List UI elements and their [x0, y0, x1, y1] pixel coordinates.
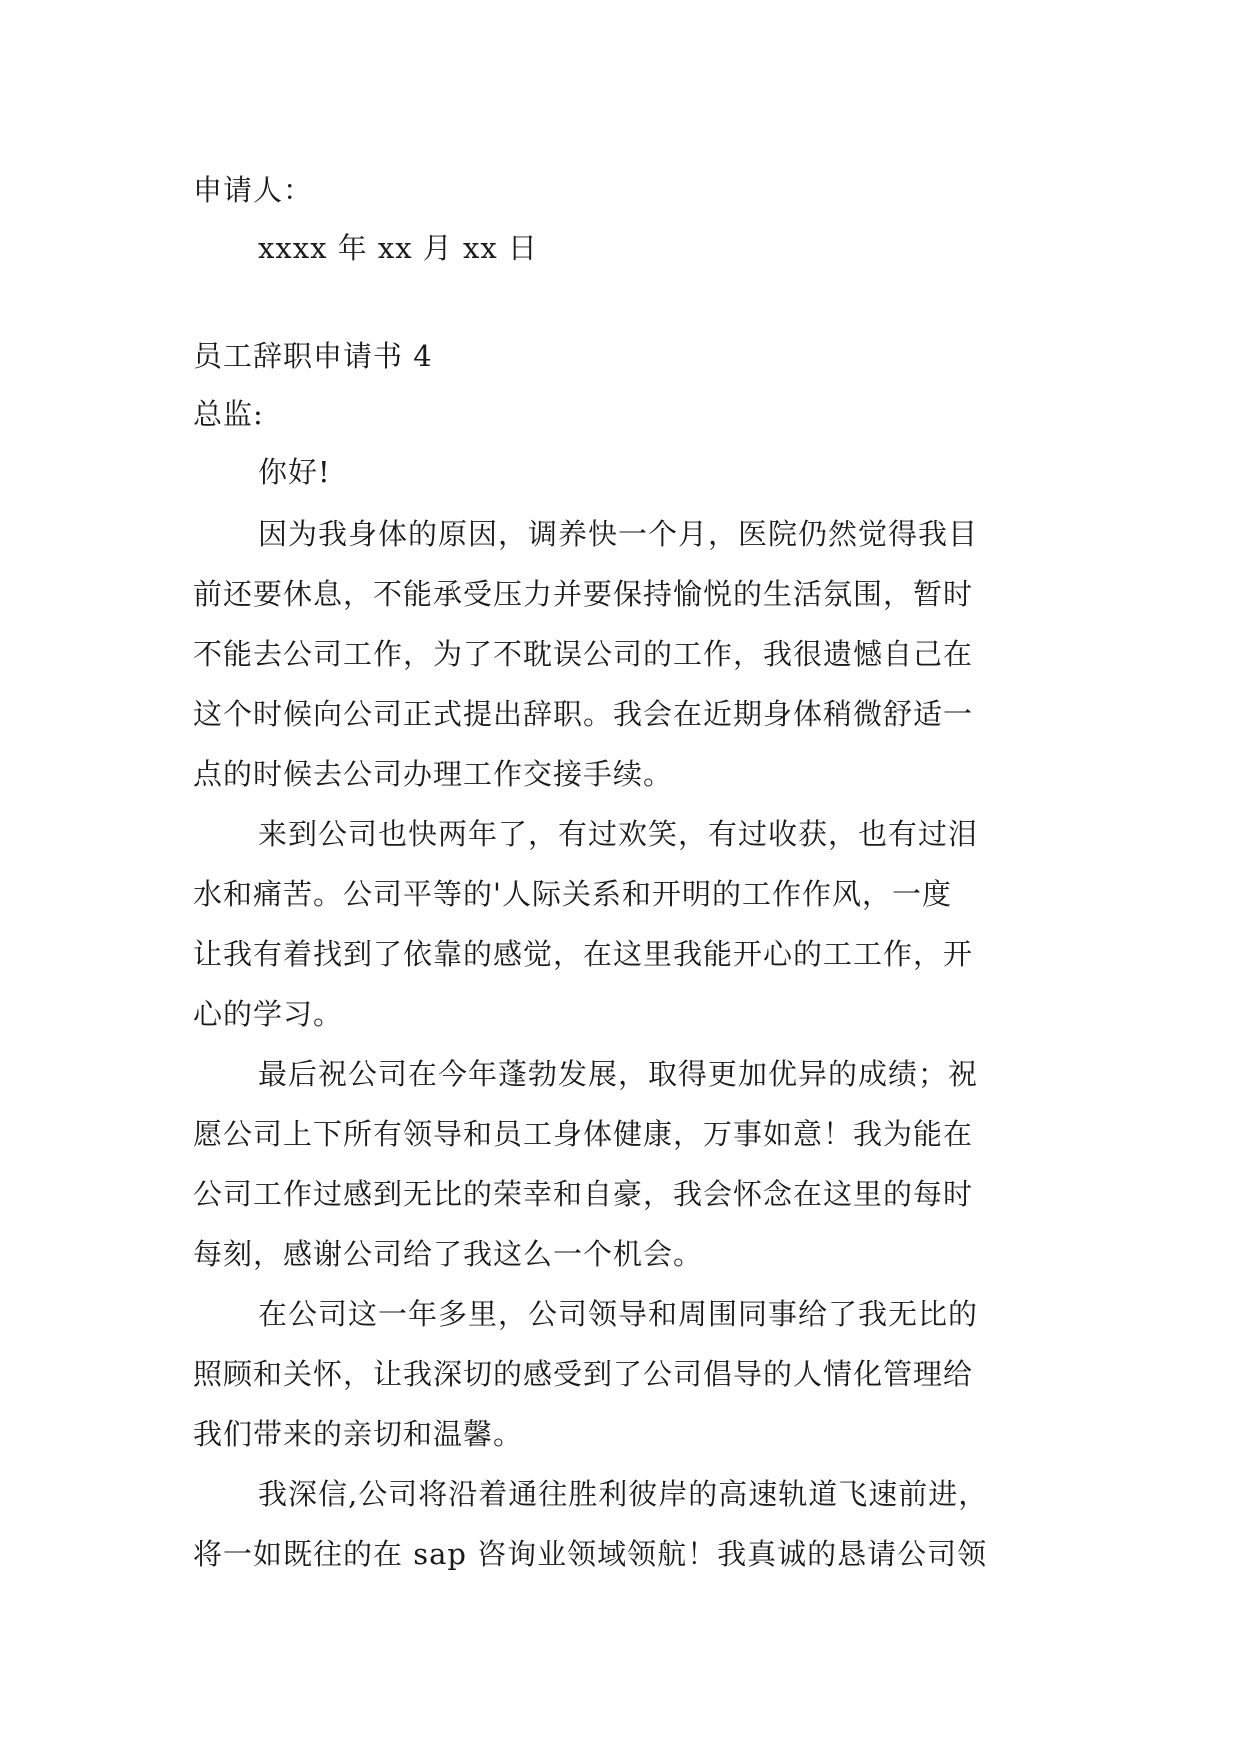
- body-line: 前还要休息，不能承受压力并要保持愉悦的生活氛围，暂时: [193, 577, 974, 611]
- body-line: 我们带来的亲切和温馨。: [193, 1417, 524, 1451]
- body-line: 照顾和关怀，让我深切的感受到了公司倡导的人情化管理给: [193, 1357, 974, 1391]
- document-title: 员工辞职申请书 4: [193, 339, 433, 373]
- body-line: 不能去公司工作，为了不耽误公司的工作，我很遗憾自己在: [193, 637, 974, 671]
- date-line: xxxx 年 xx 月 xx 日: [258, 231, 538, 265]
- body-line: 将一如既往的在 sap 咨询业领域领航！我真诚的恳请公司领: [193, 1537, 988, 1571]
- body-line: 每刻，感谢公司给了我这么一个机会。: [193, 1237, 704, 1271]
- body-line: 最后祝公司在今年蓬勃发展，取得更加优异的成绩；祝: [258, 1057, 979, 1091]
- body-line: 公司工作过感到无比的荣幸和自豪，我会怀念在这里的每时: [193, 1177, 974, 1211]
- body-line: 心的学习。: [193, 997, 344, 1031]
- body-line: 我深信,公司将沿着通往胜利彼岸的高速轨道飞速前进，: [258, 1477, 989, 1511]
- body-line: 这个时候向公司正式提出辞职。我会在近期身体稍微舒适一: [193, 697, 974, 731]
- salutation: 总监:: [193, 397, 264, 431]
- body-line: 在公司这一年多里，公司领导和周围同事给了我无比的: [258, 1297, 979, 1331]
- body-line: 来到公司也快两年了，有过欢笑，有过收获，也有过泪: [258, 817, 979, 851]
- body-line: 水和痛苦。公司平等的'人际关系和开明的工作作风，一度: [193, 877, 952, 911]
- greeting: 你好!: [258, 455, 331, 489]
- body-line: 因为我身体的原因，调养快一个月，医院仍然觉得我目: [258, 517, 979, 551]
- applicant-label: 申请人：: [193, 173, 314, 207]
- body-line: 愿公司上下所有领导和员工身体健康，万事如意！我为能在: [193, 1117, 974, 1151]
- body-line: 点的时候去公司办理工作交接手续。: [193, 757, 674, 791]
- body-line: 让我有着找到了依靠的感觉，在这里我能开心的工工作，开: [193, 937, 974, 971]
